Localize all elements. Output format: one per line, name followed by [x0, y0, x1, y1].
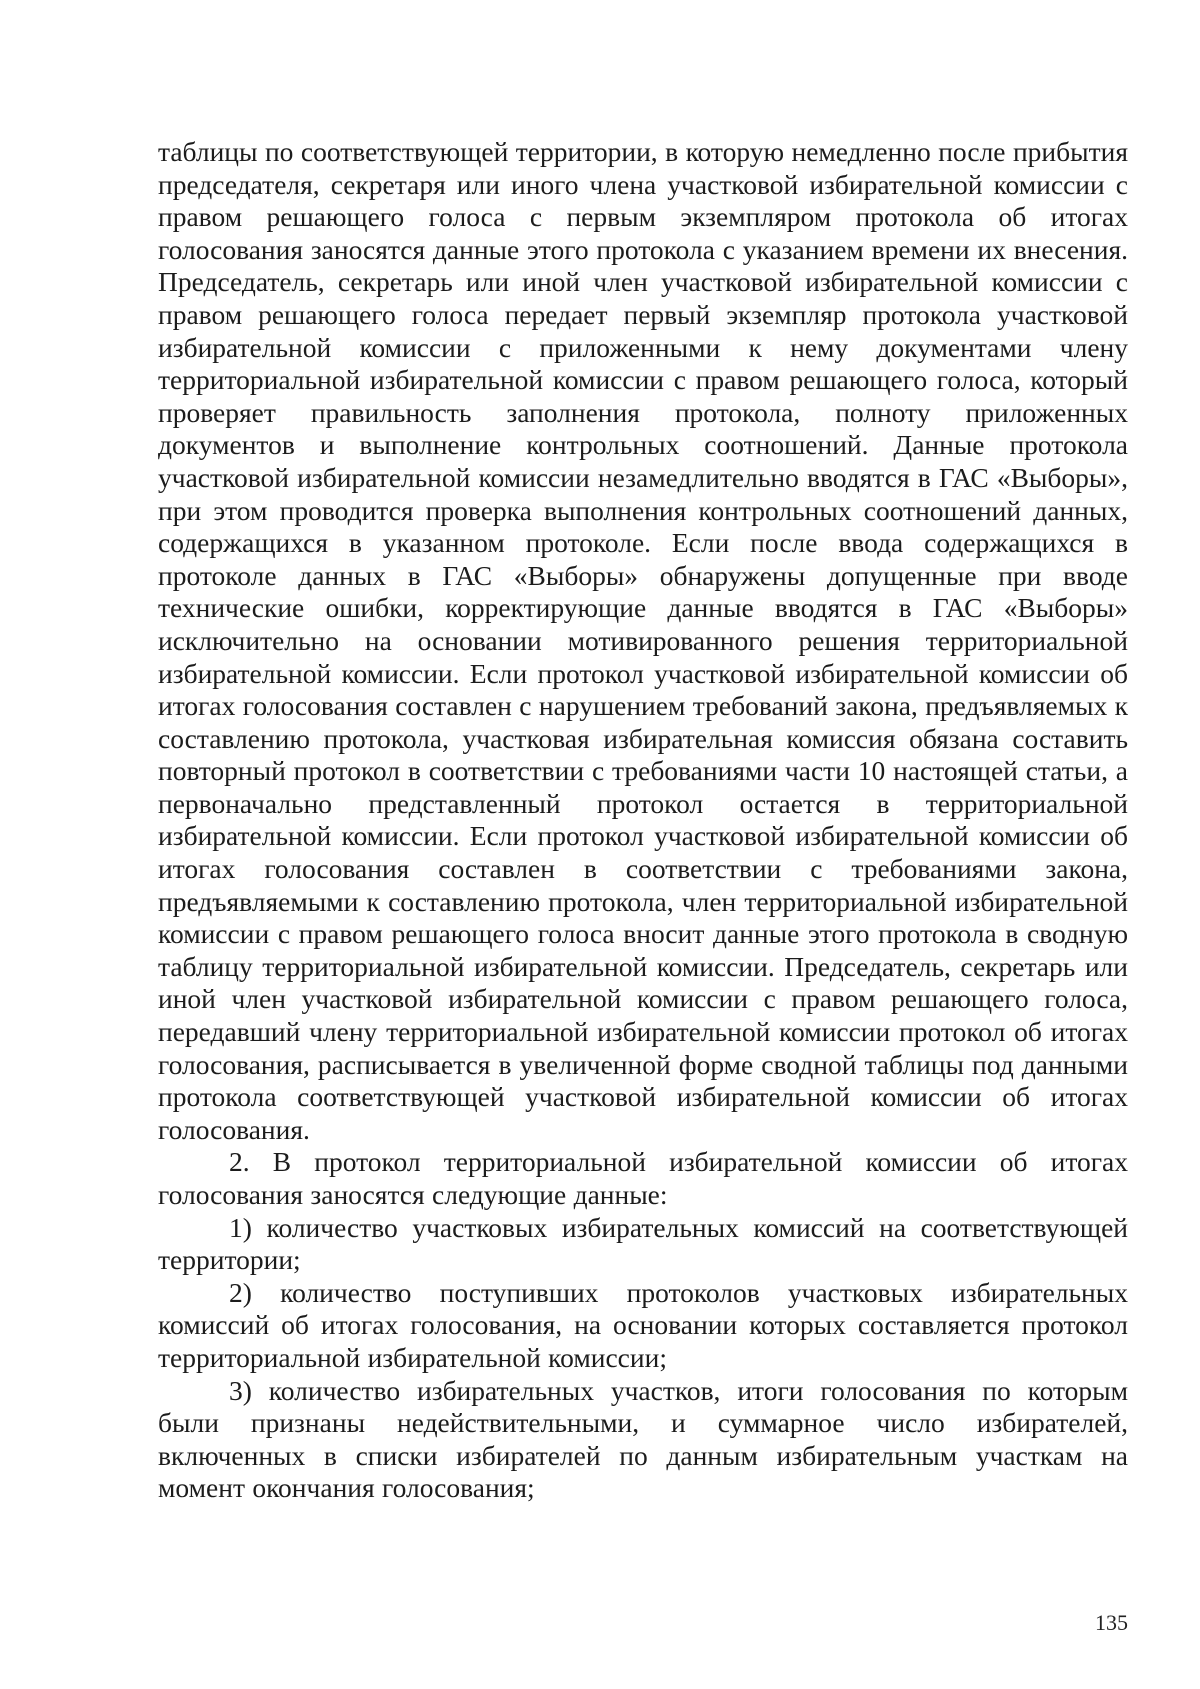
list-item-2: 2) количество поступивших протоколов участковых избирательных комиссий об итогах голосования, на основании которых составляется протокол территориальной избирательной комиссии;	[158, 1276, 1128, 1373]
list-item-3: 3) количество избирательных участков, итоги голосования по которым были признаны недействительными, и суммарное число избирателей, включенных в списки избирателей по данным избирательным участкам на момент окончания голосования;	[158, 1374, 1128, 1504]
paragraph-continuation: таблицы по соответствующей территории, в которую немедленно после прибытия председателя, секретаря или иного члена участковой избирательной комиссии с правом решающего голоса с первым экземпляром протокола об итогах голосования заносятся данные этого протокола с указанием времени их внесения. Председатель, секретарь или иной член участковой избирательной комиссии с правом решающего голоса передает первый экземпляр протокола участковой избирательной комиссии с приложенными к нему документами члену территориальной избирательной комиссии с правом решающего голоса, который проверяет правильность заполнения протокола, полноту приложенных документов и выполнение контрольных соотношений. Данные протокола участковой избирательной комиссии незамедлительно вводятся в ГАС «Выборы», при этом проводится проверка выполнения контрольных соотношений данных, содержащихся в указанном протоколе. Если после ввода содержащихся в протоколе данных в ГАС «Выборы» обнаружены допущенные при вводе технические ошибки, корректирующие данные вводятся в ГАС «Выборы» исключительно на основании мотивированного решения территориальной избирательной комиссии. Если протокол участковой избирательной комиссии об итогах голосования составлен с нарушением требований закона, предъявляемых к составлению протокола, участковая избирательная комиссия обязана составить повторный протокол в соответствии с требованиями части 10 настоящей статьи, а первоначально представленный протокол остается в территориальной избирательной комиссии. Если протокол участковой избирательной комиссии об итогах голосования составлен в соответствии с требованиями закона, предъявляемыми к составлению протокола, член территориальной избирательной комиссии с правом решающего голоса вносит данные этого протокола в сводную таблицу территориальной избирательной комиссии. Председатель, секретарь или иной член участковой избирательной комиссии с правом решающего голоса, передавший члену территориальной избирательной комиссии протокол об итогах голосования, расписывается в увеличенной форме сводной таблицы под данными протокола соответствующей участковой избирательной комиссии об итогах голосования.	[158, 136, 1128, 1145]
document-body	[158, 136, 1128, 1505]
page-number: 135	[1095, 1610, 1128, 1635]
list-item-1: 1) количество участковых избирательных комиссий на соответствующей территории;	[158, 1211, 1128, 1276]
paragraph-item-2: 2. В протокол территориальной избирательной комиссии об итогах голосования заносятся следующие данные:	[158, 1146, 1128, 1210]
